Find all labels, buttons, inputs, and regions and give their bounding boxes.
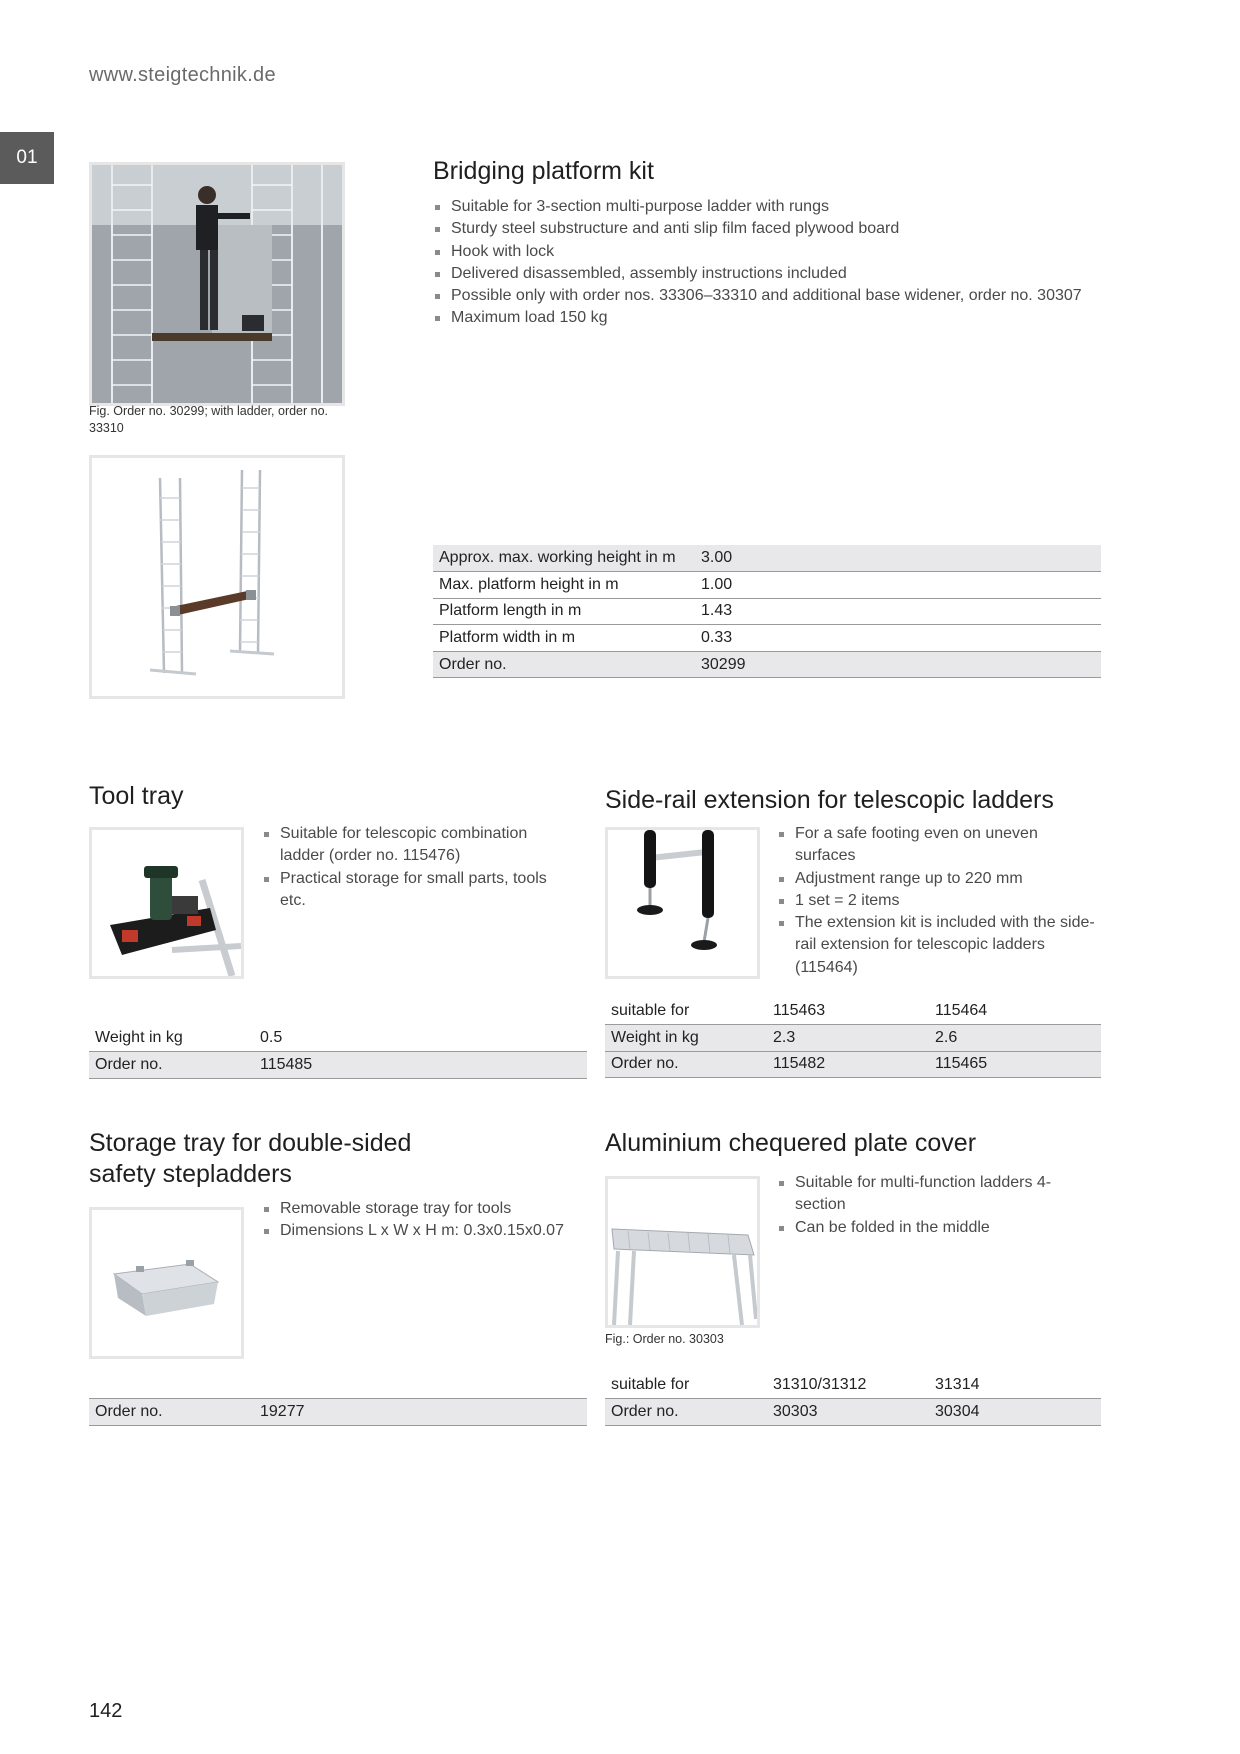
spec-value: 115482 [767,1051,929,1078]
spec-value: 31310/31312 [767,1372,929,1399]
plate-cover-image [605,1176,760,1328]
plate-cover-drawing [608,1179,757,1325]
table-row [605,1025,1101,1052]
spec-label: Order no. [89,1399,254,1426]
bridging-photo-image [92,165,342,403]
table-row [605,998,1101,1025]
bullet-item: Removable storage tray for tools [262,1198,582,1220]
spec-label: Platform width in m [433,625,695,652]
bullet-item: Possible only with order nos. 33306–33310 and additional base widener, order no. 30307 [433,285,1083,307]
bullet-item: Suitable for 3-section multi-purpose ladder with rungs [433,196,1083,218]
spec-value: 31314 [929,1372,1101,1399]
side-rail-drawing [608,830,757,976]
spec-label: suitable for [605,1372,767,1399]
storage-tray-title-line2: safety stepladders [89,1160,292,1188]
bullet-item: Practical storage for small parts, tools etc. [262,868,562,913]
bullet-item: Sturdy steel substructure and anti slip film faced plywood board [433,218,1083,240]
table-row [433,545,1101,572]
chapter-tab: 01 [0,132,54,184]
bullet-item: 1 set = 2 items [777,890,1097,912]
spec-label: Order no. [89,1052,254,1079]
bullet-item: Delivered disassembled, assembly instructions included [433,263,1083,285]
spec-label: Order no. [433,651,695,678]
spec-label: Approx. max. working height in m [433,545,695,572]
bullet-item: Maximum load 150 kg [433,307,1083,329]
storage-tray-title [89,1128,411,1190]
storage-tray-drawing [92,1210,241,1356]
tool-tray-title: Tool tray [89,782,184,810]
bridging-caption: Fig. Order no. 30299; with ladder, order no. 33310 [89,404,329,435]
spec-value: 2.6 [929,1025,1101,1052]
bullet-item: Suitable for telescopic combination ladder (order no. 115476) [262,823,562,868]
spec-value: 2.3 [767,1025,929,1052]
side-rail-bullets [777,823,1097,979]
table-row [605,1051,1101,1078]
table-row [89,1052,587,1079]
page-number: 142 [89,1700,123,1722]
bullet-item: Adjustment range up to 220 mm [777,868,1097,890]
tool-tray-image [89,827,244,979]
table-row [433,572,1101,599]
plate-cover-title: Aluminium chequered plate cover [605,1129,977,1157]
bridging-product-image [89,455,345,699]
spec-value: 30303 [767,1399,929,1426]
spec-value: 115465 [929,1051,1101,1078]
spec-label: Weight in kg [605,1025,767,1052]
spec-label: Order no. [605,1051,767,1078]
table-row [89,1399,587,1426]
spec-value: 0.33 [695,625,1101,652]
plate-cover-caption: Fig.: Order no. 30303 [605,1332,724,1346]
spec-value: 115463 [767,998,929,1025]
table-row [433,625,1101,652]
bullet-item: Can be folded in the middle [777,1217,1067,1239]
spec-value: 3.00 [695,545,1101,572]
side-rail-title: Side-rail extension for telescopic ladders [605,786,1054,814]
storage-tray-image [89,1207,244,1359]
spec-value: 0.5 [254,1025,587,1052]
spec-value: 115464 [929,998,1101,1025]
spec-label: Platform length in m [433,598,695,625]
tool-tray-bullets [262,823,562,912]
table-row [433,598,1101,625]
site-url[interactable]: www.steigtechnik.de [89,64,276,86]
bullet-item: Suitable for multi-function ladders 4-section [777,1172,1067,1217]
spec-label: Weight in kg [89,1025,254,1052]
bridging-photo [89,162,345,406]
spec-label: Max. platform height in m [433,572,695,599]
storage-tray-bullets [262,1198,582,1243]
storage-tray-spec-table [89,1398,587,1426]
bridging-bullets [433,196,1083,330]
table-row [89,1025,587,1052]
bullet-item: Hook with lock [433,241,1083,263]
side-rail-spec-table [605,998,1101,1078]
table-row [605,1372,1101,1399]
tool-tray-spec-table [89,1025,587,1079]
plate-cover-spec-table [605,1372,1101,1426]
storage-tray-title-line1: Storage tray for double-sided [89,1129,412,1157]
side-rail-image [605,827,760,979]
bridging-title: Bridging platform kit [433,157,654,185]
tool-tray-drawing [92,830,241,976]
bullet-item: The extension kit is included with the side-rail extension for telescopic ladders (115464) [777,912,1097,979]
spec-value: 1.43 [695,598,1101,625]
bridging-product-drawing [92,458,342,696]
spec-value: 19277 [254,1399,587,1426]
table-row [433,651,1101,678]
spec-value: 115485 [254,1052,587,1079]
bullet-item: For a safe footing even on uneven surfaces [777,823,1097,868]
table-row [605,1399,1101,1426]
spec-value: 30299 [695,651,1101,678]
plate-cover-bullets [777,1172,1067,1239]
bullet-item: Dimensions L x W x H m: 0.3x0.15x0.07 [262,1220,582,1242]
spec-label: suitable for [605,998,767,1025]
spec-value: 30304 [929,1399,1101,1426]
spec-value: 1.00 [695,572,1101,599]
spec-label: Order no. [605,1399,767,1426]
bridging-spec-table [433,545,1101,678]
